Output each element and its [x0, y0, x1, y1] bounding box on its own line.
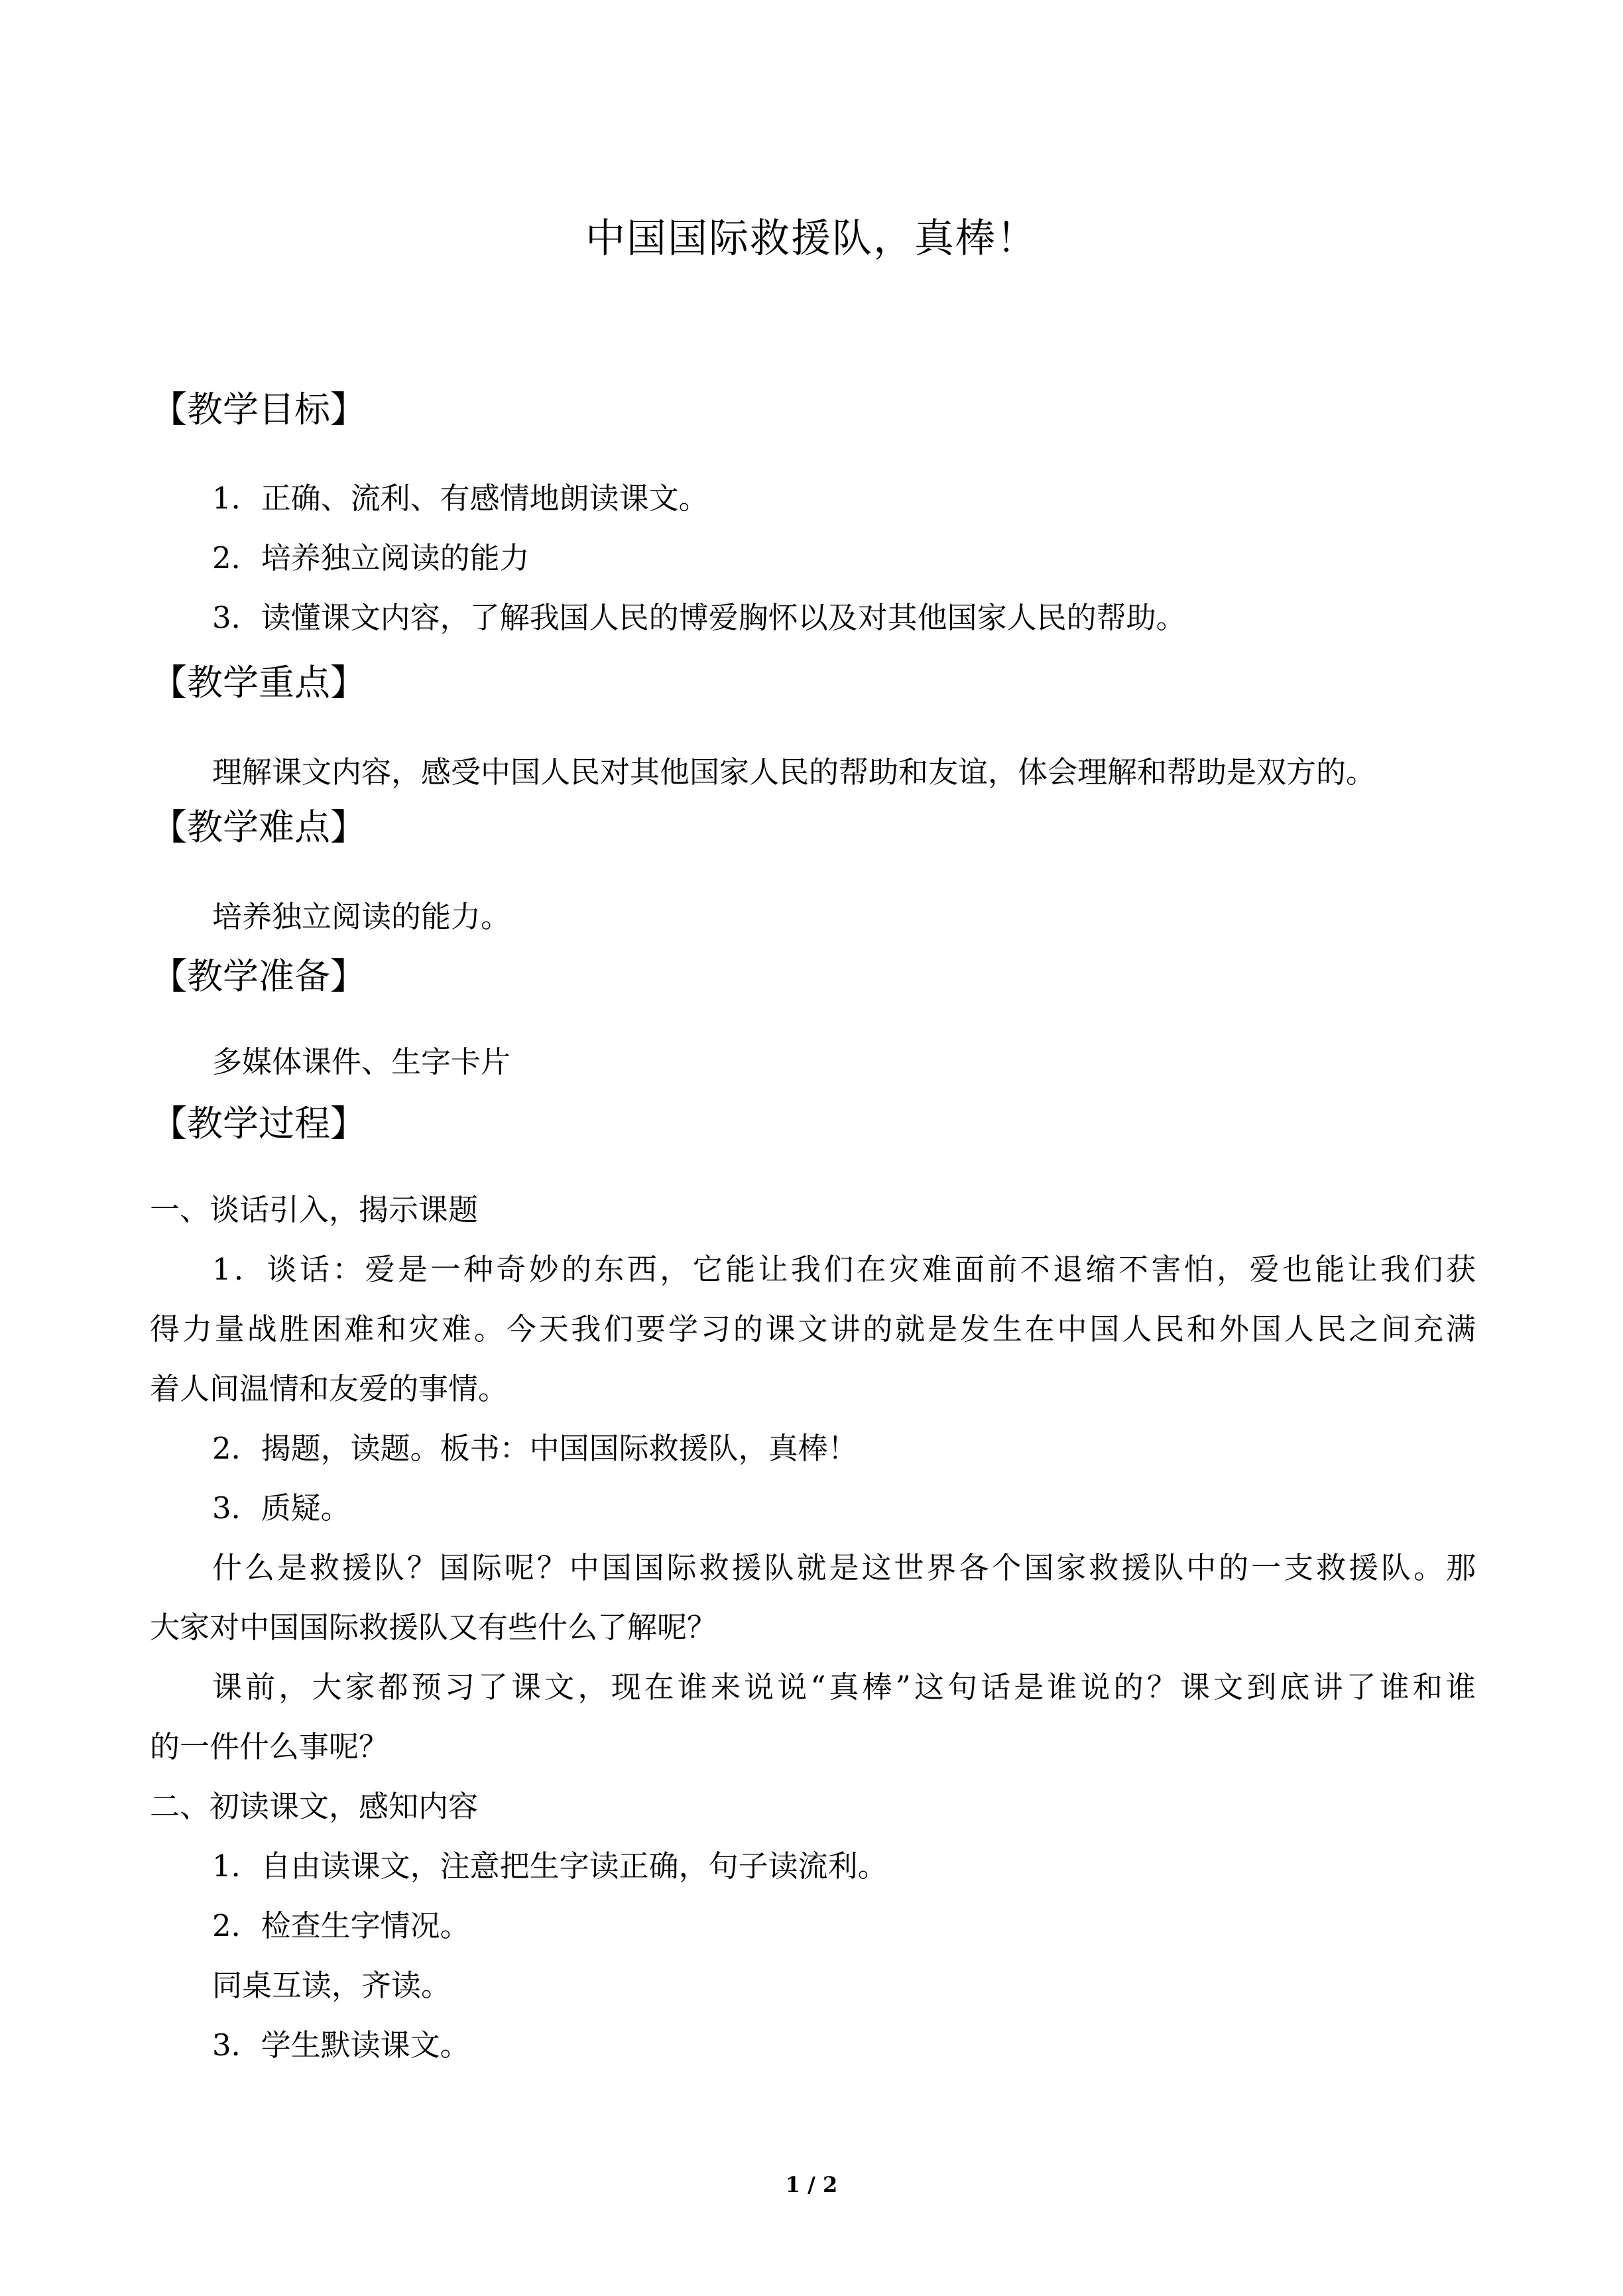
process-part1-title: 一、谈话引入，揭示课题 [150, 1192, 479, 1227]
process-part2-item2: 2．检查生字情况。 [212, 1908, 470, 1943]
process-part2-title: 二、初读课文，感知内容 [150, 1789, 479, 1824]
process-part1-paragraph-line: 大家对中国国际救援队又有些什么了解呢？ [150, 1610, 717, 1645]
document-title: 中国国际救援队，真棒！ [585, 215, 1038, 262]
process-part2-sub: 同桌互读，齐读。 [212, 1968, 451, 2003]
section-heading-key-points: 【教学重点】 [151, 662, 366, 703]
process-part1-item2: 2．揭题，读题。板书：中国国际救援队，真棒！ [212, 1431, 858, 1466]
page-number: 1 / 2 [785, 2172, 838, 2197]
key-points-text: 理解课文内容，感受中国人民对其他国家人民的帮助和友谊，体会理解和帮助是双方的。 [212, 755, 1376, 790]
process-part2-item1: 1．自由读课文，注意把生字读正确，句子读流利。 [212, 1848, 888, 1884]
preparation-text: 多媒体课件、生字卡片 [212, 1044, 511, 1079]
process-part1-paragraph-line: 什么是救援队？国际呢？中国国际救援队就是这世界各个国家救援队中的一支救援队。那 [212, 1550, 1476, 1585]
process-part1-paragraph-line: 课前，大家都预习了课文，现在谁来说说“真棒”这句话是谁说的？课文到底讲了谁和谁 [212, 1669, 1476, 1705]
process-part1-paragraph-line: 的一件什么事呢？ [150, 1729, 389, 1764]
section-heading-process: 【教学过程】 [151, 1103, 366, 1144]
section-heading-difficulties: 【教学难点】 [151, 806, 366, 848]
section-heading-preparation: 【教学准备】 [151, 955, 366, 997]
goal-item: 1．正确、流利、有感情地朗读课文。 [212, 481, 709, 516]
process-part2-item3: 3．学生默读课文。 [212, 2027, 470, 2063]
process-part1-item1-line: 得力量战胜困难和灾难。今天我们要学习的课文讲的就是发生在中国人民和外国人民之间充满 [150, 1311, 1476, 1347]
goal-item: 3．读懂课文内容，了解我国人民的博爱胸怀以及对其他国家人民的帮助。 [212, 600, 1186, 635]
process-part1-item3: 3．质疑。 [212, 1490, 351, 1526]
section-heading-goals: 【教学目标】 [151, 389, 366, 430]
difficulties-text: 培养独立阅读的能力。 [212, 899, 511, 934]
process-part1-item1-line: 1．谈话：爱是一种奇妙的东西，它能让我们在灾难面前不退缩不害怕，爱也能让我们获 [212, 1252, 1476, 1287]
goal-item: 2．培养独立阅读的能力 [212, 540, 530, 575]
process-part1-item1-line: 着人间温情和友爱的事情。 [150, 1371, 509, 1406]
